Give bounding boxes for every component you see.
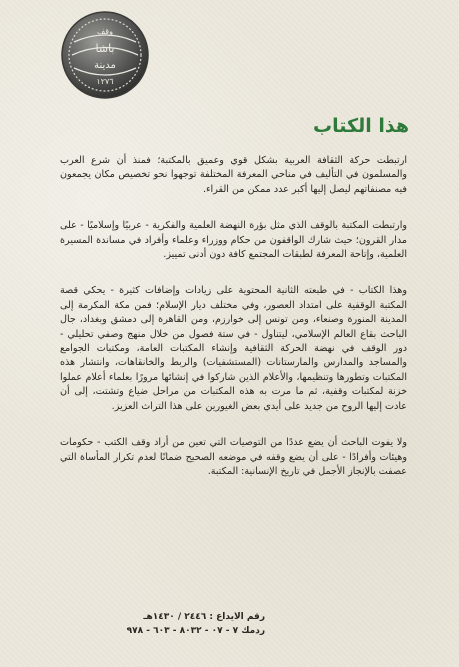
isbn: ردمك ٧ - ٠٧ - ٨٠٣٢ - ٦٠٣ - ٩٧٨ — [126, 626, 265, 636]
coin-text-line-1: وقف — [97, 27, 113, 36]
paragraph-4: ولا يفوت الباحث أن يضع عددًا من التوصيات التي تعين من أراد وقف الكتب - حكومات وهيئات وأفرادًا - على أن يضع وقفه في موضعه الصحيح ضمانًا لعدم تكرار المأساة التي عصفت بالإنجاز الأجمل في تاريخ الإنسانية: المكتبة. — [60, 437, 407, 477]
blurb-text — [60, 154, 407, 501]
ottoman-coin-seal-icon — [60, 10, 150, 100]
paragraph-2: وارتبطت المكتبة بالوقف الذي مثل بؤرة النهضة العلمية والفكرية - عربيًا وإسلاميًا - على مدار القرون؛ حيث شارك الواقفون من حكام ووزراء وعلماء وأفراد في مساندة المسيرة العلمية، وإتاحة المعرفة لطبقات المجتمع كافة دون أدنى تمييز. — [60, 220, 407, 261]
paragraph-1: ارتبطت حركة الثقافة العربية بشكل قوي وعميق بالمكتبة؛ فمنذ أن شرع العرب والمسلمون في التأليف في مناحي المعرفة المختلفة توجهوا نحو تخصيص مكان يجمعون فيه مصنفاتهم ليصل إليها أكبر عدد ممكن من القراء. — [60, 155, 407, 195]
coin-text-line-3: مدينة — [94, 60, 116, 71]
coin-text-line-2: باشا — [95, 42, 115, 55]
section-title: هذا الكتاب — [313, 115, 409, 137]
coin-text-line-4: ١٢٧٦ — [96, 77, 114, 86]
paragraph-3: وهذا الكتاب - في طبعته الثانية المحتوية على زيادات وإضافات كثيرة - يحكي قصة المكتبة الوقفية على امتداد العصور، وفي مختلف ديار الإسلام؛ فمن مكة المكرمة إلى المدينة المنورة وصنعاء، ومن تونس إلى خوارزم، ومن القاهرة إلى دمشق وبغداد، جال الباحث بقاع العالم الإسلامي، ليتناول - في ستة فصول من خلال منهج وصفي تحليلي - دور الوقف في نهضة الحركة الثقافية وإنشاء المكتبات العامة، ومكتبات الجوامع والمساجد والمدارس والمارستانات (المستشفيات) والربط والخانقاهات، وانتشار هذه المكتبات وتطورها وتنظيمها، والأعلام الذين شاركوا في إنشائها مرورًا بعلماء أعلام عملوا خزنة لمكتبات وقفية، ثم ما مرت به هذه المكتبات من مراحل ضياع وتشتت، إلى أن عادت إليها الروح من جديد على أيدي بعض الغيورين على هذا التراث العزيز. — [60, 285, 407, 412]
publication-info — [25, 610, 265, 638]
deposit-number: رقم الايداع : ٢٤٤٦ / ١٤٣٠هـ — [143, 612, 265, 622]
